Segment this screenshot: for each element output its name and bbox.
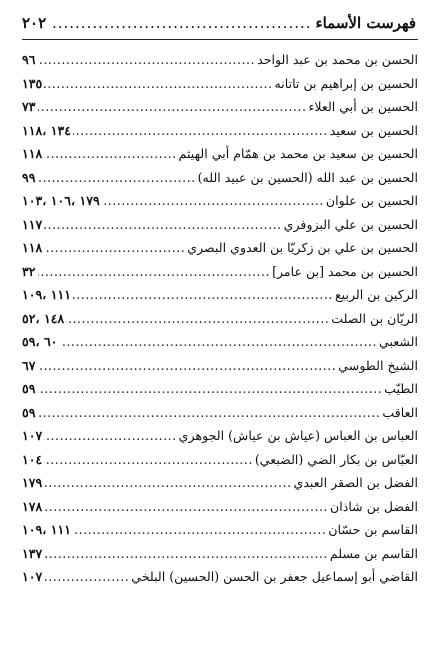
page-header-title: فهرست الأسماء bbox=[315, 14, 416, 32]
index-entry bbox=[22, 189, 418, 213]
index-entry bbox=[22, 330, 418, 354]
entry-pages: ٦٠ ،٥٩ bbox=[22, 334, 58, 350]
index-entry bbox=[22, 354, 418, 378]
entry-name: الشعبي bbox=[379, 334, 418, 350]
index-entry bbox=[22, 495, 418, 519]
entry-pages: ١٤٨ ،٥٢ bbox=[22, 310, 65, 326]
entry-name: القاسم بن مسلم bbox=[329, 545, 418, 561]
index-entry bbox=[22, 72, 418, 96]
page-header bbox=[22, 14, 416, 36]
index-entry bbox=[22, 142, 418, 166]
dot-leader bbox=[102, 193, 324, 208]
entry-pages: ١٧٨ bbox=[22, 498, 43, 514]
dot-leader bbox=[44, 76, 272, 91]
entry-pages: ١٠٤ bbox=[22, 451, 43, 467]
dot-leader bbox=[44, 428, 176, 443]
entry-pages: ٣٢ bbox=[22, 263, 36, 279]
dot-leader bbox=[44, 569, 129, 584]
index-entry bbox=[22, 95, 418, 119]
entry-name: العاقب bbox=[382, 404, 418, 420]
dot-leader bbox=[73, 123, 328, 138]
page-number: ٢٠٢ bbox=[22, 14, 47, 32]
entry-pages: ٩٩ bbox=[22, 169, 36, 185]
entry-name: الحسين بن إبراهيم بن تاتانه bbox=[274, 75, 418, 91]
entry-pages: ١٧٩ ،١٠٦ ،١٠٣ bbox=[22, 193, 100, 209]
entry-pages: ٩٦ bbox=[22, 52, 36, 68]
entry-pages: ٥٩ bbox=[22, 404, 36, 420]
dot-leader bbox=[44, 452, 253, 467]
dot-leader bbox=[38, 358, 337, 373]
entry-name: الحسين بن علي بن زكريّا بن العدوي البصري bbox=[187, 240, 418, 256]
entry-pages: ١١٧ bbox=[22, 216, 43, 232]
entry-pages: ١١٨ bbox=[22, 240, 43, 256]
dot-leader bbox=[73, 522, 326, 537]
entry-name: الحسن بن محمد بن عبد الواحد bbox=[257, 52, 418, 68]
index-entry bbox=[22, 377, 418, 401]
entry-name: القاسم بن حسّان bbox=[328, 522, 418, 538]
entry-pages: ١١١ ،١٠٩ bbox=[22, 522, 72, 538]
entry-pages: ١١٨ bbox=[22, 146, 43, 162]
entry-name: الحسين بن محمد [بن عامر] bbox=[272, 263, 418, 279]
dot-leader bbox=[38, 381, 383, 396]
index-entries bbox=[22, 48, 418, 589]
entry-name: الفضل بن الصقر العبدي bbox=[293, 475, 418, 491]
dot-leader bbox=[44, 240, 185, 255]
entry-name: الحسين بن سعيد بن محمد بن همّام أبي الهيثم bbox=[178, 146, 418, 162]
index-entry bbox=[22, 260, 418, 284]
dot-leader bbox=[44, 475, 291, 490]
index-entry bbox=[22, 424, 418, 448]
index-entry bbox=[22, 471, 418, 495]
index-entry bbox=[22, 213, 418, 237]
entry-pages: ١٧٩ bbox=[22, 475, 43, 491]
dot-leader bbox=[73, 287, 333, 302]
entry-pages: ١٣٤ ،١١٨ bbox=[22, 122, 72, 138]
header-dot-leader bbox=[50, 14, 311, 32]
dot-leader bbox=[38, 99, 307, 114]
dot-leader bbox=[66, 311, 329, 326]
entry-pages: ٥٩ bbox=[22, 381, 36, 397]
entry-name: الريّان بن الصلت bbox=[331, 310, 418, 326]
dot-leader bbox=[38, 405, 381, 420]
entry-name: الحسين بن أبي العلاء bbox=[308, 99, 418, 115]
entry-pages: ١١١ ،١٠٩ bbox=[22, 287, 72, 303]
dot-leader bbox=[44, 499, 328, 514]
index-entry bbox=[22, 283, 418, 307]
entry-pages: ١٣٧ bbox=[22, 545, 43, 561]
index-entry bbox=[22, 48, 418, 72]
entry-name: الركين بن الربيع bbox=[334, 287, 418, 303]
entry-pages: ١٣٥ bbox=[22, 75, 43, 91]
entry-name: الحسين بن علي البزوفري bbox=[283, 216, 418, 232]
entry-pages: ٧٣ bbox=[22, 99, 36, 115]
dot-leader bbox=[44, 546, 328, 561]
dot-leader bbox=[38, 170, 196, 185]
entry-name: الفضل بن شاذان bbox=[329, 498, 418, 514]
index-entry bbox=[22, 119, 418, 143]
entry-name: العباس بن العباس (عياش بن عياش) الجوهري bbox=[178, 428, 418, 444]
index-entry bbox=[22, 565, 418, 589]
dot-leader bbox=[38, 52, 256, 67]
entry-name: الطيّب bbox=[384, 381, 418, 397]
dot-leader bbox=[60, 334, 378, 349]
header-rule bbox=[22, 39, 418, 40]
index-entry bbox=[22, 307, 418, 331]
entry-name: القاضي أبو إسماعيل جعفر بن الحسن (الحسين) البلخي bbox=[131, 569, 418, 585]
index-entry bbox=[22, 448, 418, 472]
entry-pages: ١٠٧ bbox=[22, 569, 43, 585]
dot-leader bbox=[44, 217, 281, 232]
index-entry bbox=[22, 166, 418, 190]
entry-name: العبّاس بن بكار الضي (الضبعي) bbox=[254, 451, 418, 467]
index-entry bbox=[22, 401, 418, 425]
index-entry bbox=[22, 542, 418, 566]
dot-leader bbox=[38, 264, 271, 279]
entry-name: الحسين بن عبد الله (الحسين بن عبيد الله) bbox=[197, 169, 418, 185]
index-entry bbox=[22, 236, 418, 260]
entry-name: الحسين بن سعيد bbox=[329, 122, 418, 138]
entry-pages: ٦٧ bbox=[22, 357, 36, 373]
entry-name: الشيخ الطوسي bbox=[338, 357, 418, 373]
entry-name: الحسين بن علوان bbox=[325, 193, 418, 209]
dot-leader bbox=[44, 146, 176, 161]
entry-pages: ١٠٧ bbox=[22, 428, 43, 444]
index-entry bbox=[22, 518, 418, 542]
